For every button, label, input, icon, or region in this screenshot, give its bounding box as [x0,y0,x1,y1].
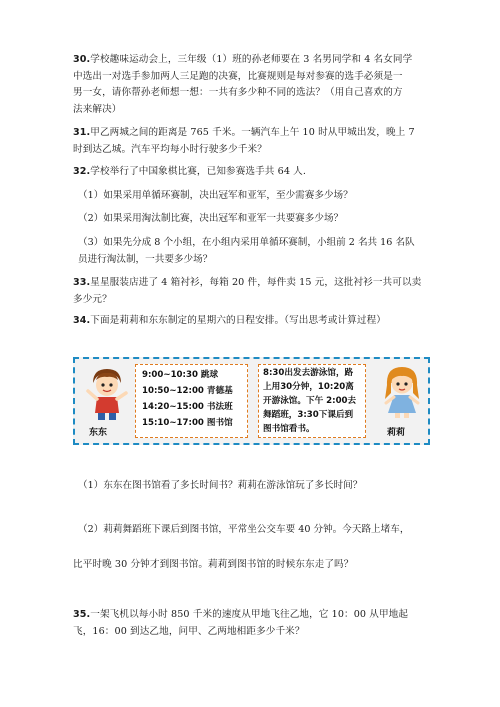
question-30-line-2: 中选出一对选手参加两人三足跑的决赛，比赛规则是每对参赛的选手必须是一 [73,70,403,82]
lili-schedule-line: 图书馆看书。 [263,424,315,434]
question-34-sub-2-continued: 比平时晚 30 分钟才到图书馆。莉莉到图书馆的时候东东走了吗？ [73,559,354,570]
question-number: 34. [73,315,91,326]
question-34 [73,313,433,330]
question-35-line-2: 飞，16：00 到达乙地，问甲、乙两地相距多少千米？ [73,625,305,637]
lili-schedule-line: 舞蹈班，3:30下课后到 [263,410,354,420]
question-31 [73,125,433,158]
lili-name: 莉莉 [387,428,406,438]
question-32-sub-3: （3）如果先分成 8 个小组，在小组内采用单循环赛制，小组前 2 名共 16 名队 员进行淘汰制，一共要多少场？ [78,237,415,265]
dongdong-schedule-card [135,364,248,438]
question-34-line-1: 34.下面是莉莉和东东制定的星期六的日程安排。（写出思考或计算过程） [73,315,387,326]
dongdong-schedule-line: 15:10~17:00 图书馆 [142,418,233,428]
question-number: 32. [73,166,91,177]
question-30 [73,52,433,118]
dongdong-schedule-line: 14:20~15:00 书法班 [142,402,233,412]
question-32-line-1: 32.学校举行了中国象棋比赛，已知参赛选手共 64 人. [73,166,307,177]
lili-schedule-card [258,364,366,438]
question-34-sub-2: （2）莉莉舞蹈班下课后到图书馆，平常坐公交车要 40 分钟。今天路上堵车， [78,524,410,535]
question-30-line-4: 法来解决） [73,103,122,115]
question-34-sub-1: （1）东东在图书馆看了多长时间书？莉莉在游泳馆玩了多长时间？ [78,480,363,491]
question-number: 33. [73,277,91,288]
lili-schedule-line: 8:30出发去游泳馆，路 [263,368,354,378]
dongdong-schedule-line: 9:00~10:30 跳球 [142,370,219,380]
question-30-line-3: 男一女，请你帮孙老师想一想：一共有多少种不同的选法？（用自己喜欢的方 [73,87,403,98]
question-32-sub-2: （2）如果采用淘汰制比赛，决出冠军和亚军一共要赛多少场？ [78,213,344,224]
question-31-line-1: 31.甲乙两城之间的距离是 765 千米。一辆汽车上午 10 时从甲城出发，晚上 7 [73,127,415,138]
girl-lili-illustration [380,363,424,419]
question-number: 31. [73,127,91,138]
lili-schedule-line: 上用30分钟，10:20离 [263,382,354,392]
question-33-line-1: 33.星星服装店进了 4 箱衬衫，每箱 20 件，每件卖 15 元，这批衬衫一共可以卖 [73,277,422,288]
lili-schedule-line: 开游泳馆。下午 2:00去 [263,396,357,406]
dongdong-schedule-line: 10:50~12:00 青德基 [142,386,233,396]
dongdong-name: 东东 [89,428,108,438]
question-35 [73,607,433,640]
question-number: 30. [73,54,91,65]
question-31-line-2: 时到达乙城。汽车平均每小时行驶多少千米？ [73,143,267,155]
schedule-box [73,357,430,445]
question-32-sub-1: （1）如果采用单循环赛制，决出冠军和亚军，至少需赛多少场？ [78,190,353,201]
boy-dongdong-illustration [85,365,129,421]
question-33-line-2: 多少元？ [73,293,112,305]
question-number: 35. [73,609,91,620]
question-32 [73,164,433,181]
question-35-line-1: 35.一架飞机以每小时 850 千米的速度从甲地飞往乙地，它 10：00 从甲地起 [73,609,409,620]
question-30-line-1: 30.学校趣味运动会上，三年级（1）班的孙老师要在 3 名男同学和 4 名女同学 [73,54,413,65]
question-33 [73,275,433,308]
